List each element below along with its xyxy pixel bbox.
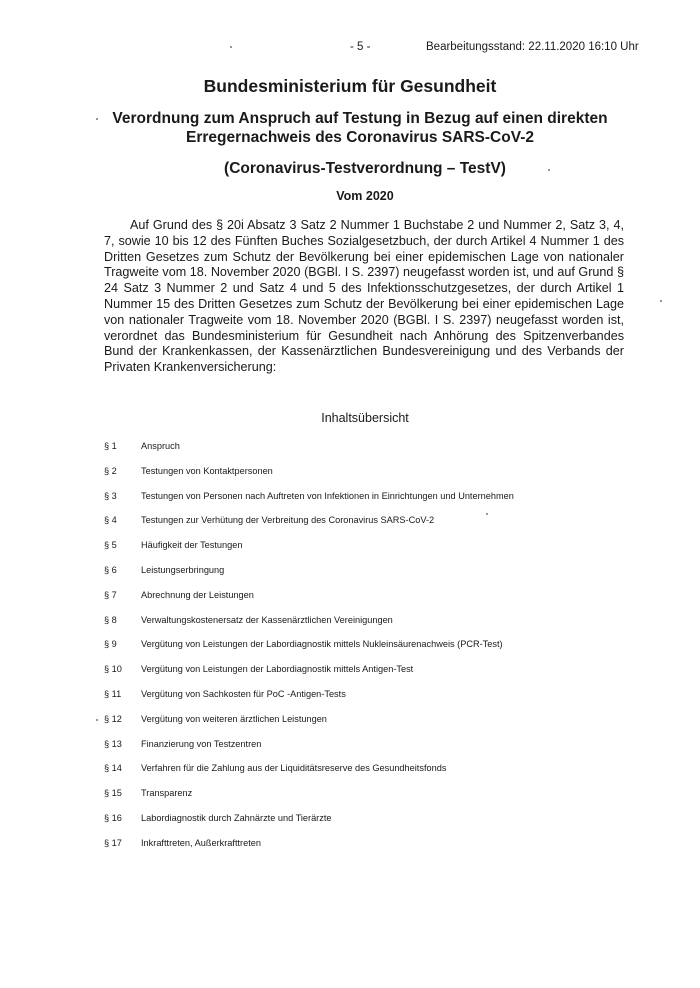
toc-item: [104, 466, 664, 491]
toc-item-number: § 14: [104, 763, 122, 774]
toc-item-label: Verwaltungskostenersatz der Kassenärztlichen Vereinigungen: [141, 614, 393, 625]
toc-item: [104, 739, 664, 764]
toc-item: [104, 838, 664, 863]
ministry-heading: Bundesministerium für Gesundheit: [203, 76, 497, 96]
toc-item-label: Transparenz: [141, 788, 193, 799]
scan-speck: [548, 169, 550, 171]
toc-item-number: § 12: [104, 713, 122, 724]
page-header: [0, 41, 700, 57]
toc-item-number: § 3: [104, 490, 117, 501]
date-line: Vom 2020: [336, 189, 394, 203]
toc-item-label: Abrechnung der Leistungen: [141, 589, 254, 600]
toc-item: [104, 639, 664, 664]
toc-item: [104, 565, 664, 590]
toc-item-number: § 17: [104, 837, 122, 848]
toc-item-number: § 11: [104, 688, 122, 699]
scan-speck: [660, 300, 662, 302]
toc-item-number: § 6: [104, 564, 117, 575]
revision-status: Bearbeitungsstand: 22.11.2020 16:10 Uhr: [426, 41, 639, 53]
toc-item-label: Testungen von Personen nach Auftreten von Infektionen in Einrichtungen und Unternehmen: [141, 490, 514, 501]
toc-item-label: Leistungserbringung: [141, 564, 225, 575]
toc-item: [104, 441, 664, 466]
toc-item: [104, 714, 664, 739]
toc-item-label: Testungen von Kontaktpersonen: [141, 465, 273, 476]
toc-item-label: Häufigkeit der Testungen: [141, 540, 243, 551]
toc-item: [104, 491, 664, 516]
toc-item: [104, 813, 664, 838]
toc-item-label: Finanzierung von Testzentren: [141, 738, 262, 749]
toc-item-number: § 7: [104, 589, 117, 600]
toc-item: [104, 615, 664, 640]
scan-speck: [96, 719, 98, 721]
toc-item-number: § 13: [104, 738, 122, 749]
toc-title: Inhaltsübersicht: [321, 411, 409, 425]
scan-speck: [230, 46, 232, 48]
page-number: - 5 -: [350, 41, 371, 53]
toc-item: [104, 515, 664, 540]
toc-item-label: Verfahren für die Zahlung aus der Liquiditätsreserve des Gesundheitsfonds: [141, 763, 447, 774]
toc-item-label: Testungen zur Verhütung der Verbreitung des Coronavirus SARS-CoV-2: [141, 515, 435, 526]
short-title: (Coronavirus-Testverordnung – TestV): [224, 160, 506, 177]
toc-item: [104, 763, 664, 788]
toc-item: [104, 788, 664, 813]
toc-item-label: Vergütung von Sachkosten für PoC -Antigen-Tests: [141, 688, 346, 699]
scan-speck: [96, 118, 98, 120]
table-of-contents: [104, 441, 664, 863]
toc-item: [104, 689, 664, 714]
toc-item-label: Labordiagnostik durch Zahnärzte und Tierärzte: [141, 812, 332, 823]
toc-item-number: § 10: [104, 664, 122, 675]
toc-item-number: § 1: [104, 441, 117, 451]
toc-item-number: § 5: [104, 540, 117, 551]
toc-item: [104, 664, 664, 689]
toc-item-label: Vergütung von Leistungen der Labordiagnostik mittels Nukleinsäurenachweis (PCR-Test): [141, 639, 503, 650]
regulation-title: Verordnung zum Anspruch auf Testung in Bezug auf einen direkten Erregernachweis des Coronavirus SARS-CoV-2: [112, 110, 608, 146]
toc-item-label: Vergütung von weiteren ärztlichen Leistungen: [141, 713, 327, 724]
toc-item-label: Anspruch: [141, 441, 180, 451]
toc-item-number: § 9: [104, 639, 117, 650]
preamble-paragraph: Auf Grund des § 20i Absatz 3 Satz 2 Nummer 1 Buchstabe 2 und Nummer 2, Satz 3, 4, 7, sowie 10 bis 12 des Fünften Buches Sozialgesetzbuch, der durch Artikel 4 Nummer 1 des Dritten Gesetzes zum Schutz der Bevölkerung bei einer epidemischen Lage von nationaler Tragweite vom 18. November 2020 (BGBl. I S. 2397) neugefasst worden ist, und auf Grund § 24 Satz 3 Nummer 2 und Satz 4 und 5 des Infektionsschutzgesetzes, der durch Artikel 1 Nummer 15 des Dritten Gesetzes zum Schutz der Bevölkerung bei einer epidemischen Lage von nationaler Tragweite vom 18. November 2020 (BGBl. I S. 2397) neugefasst worden ist, verordnet das Bundesministerium für Gesundheit nach Anhörung des Spitzenverbandes Bund der Krankenkassen, der Kassenärztlichen Bundesvereinigung und des Verbands der Privaten Krankenversicherung:: [104, 218, 624, 375]
toc-item-number: § 15: [104, 788, 122, 799]
toc-item-number: § 8: [104, 614, 117, 625]
toc-item-label: Vergütung von Leistungen der Labordiagnostik mittels Antigen-Test: [141, 664, 414, 675]
toc-item: [104, 540, 664, 565]
toc-item-label: Inkrafttreten, Außerkrafttreten: [141, 837, 262, 848]
scan-speck: [486, 513, 488, 515]
toc-item: [104, 590, 664, 615]
toc-item-number: § 2: [104, 465, 117, 476]
toc-item-number: § 4: [104, 515, 117, 526]
toc-item-number: § 16: [104, 812, 122, 823]
